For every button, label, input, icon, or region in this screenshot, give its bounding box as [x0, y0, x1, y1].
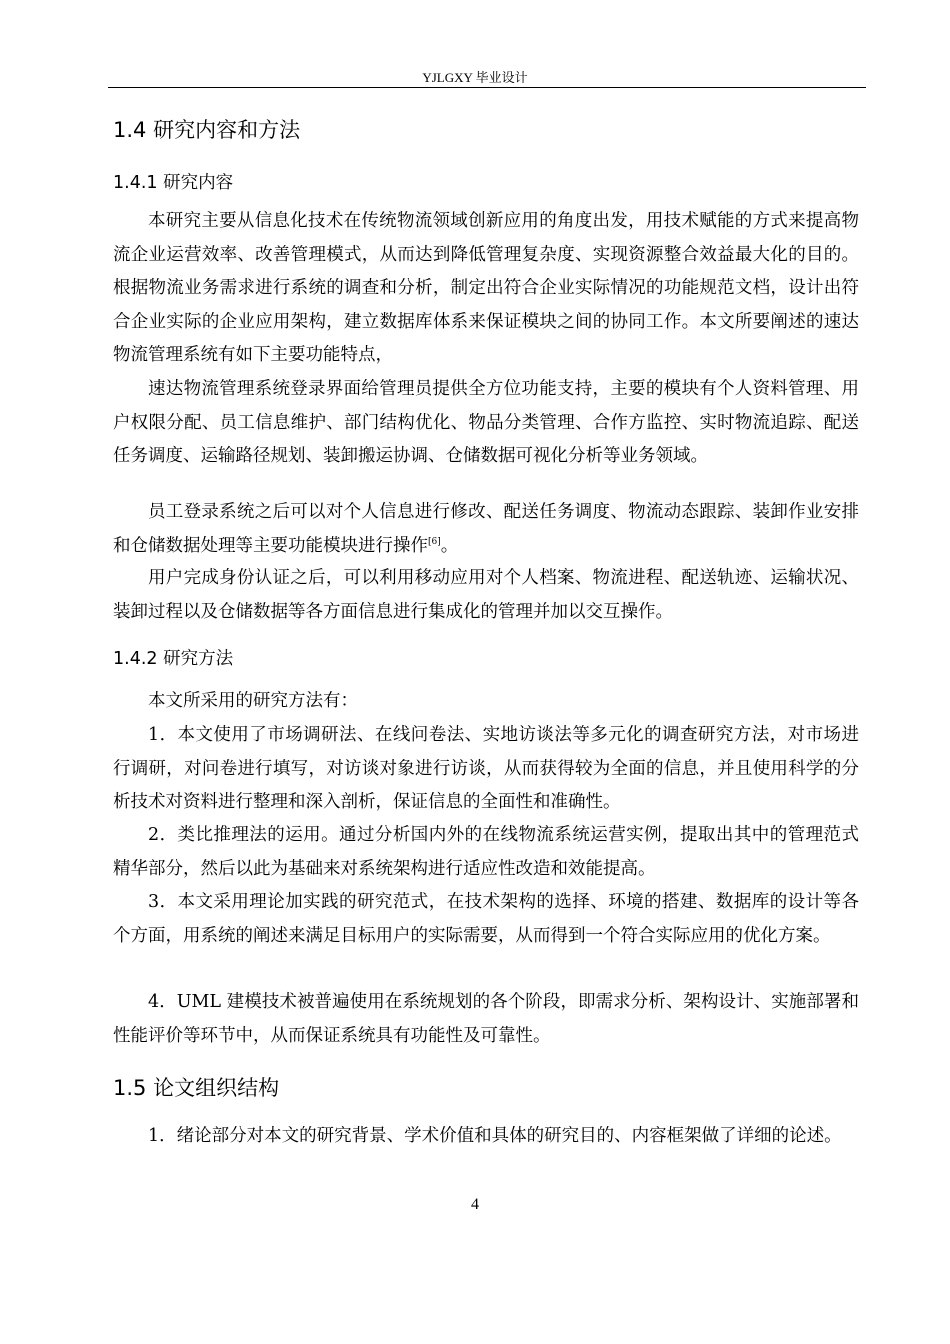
list-item-structure-1: 1．绪论部分对本文的研究背景、学术价值和具体的研究目的、内容框架做了详细的论述。: [148, 1126, 842, 1146]
paragraph-research-content-3: [113, 496, 859, 563]
paragraph-research-content-4: 用户完成身份认证之后，可以利用移动应用对个人档案、物流进程、配送轨迹、运输状况、装卸过程以及仓储数据等各方面信息进行集成化的管理并加以交互操作。: [113, 568, 859, 622]
citation-marker: [6]: [428, 536, 441, 547]
paragraph-research-content-2: 速达物流管理系统登录界面给管理员提供全方位功能支持，主要的模块有个人资料管理、用户权限分配、员工信息维护、部门结构优化、物品分类管理、合作方监控、实时物流追踪、配送任务调度、运输路径规划、装卸搬运协调、仓储数据可视化分析等业务领域。: [113, 379, 859, 467]
paragraph-research-content-3-tail: 。: [440, 535, 459, 556]
paragraph-research-content-3-text: 员工登录系统之后可以对个人信息进行修改、配送任务调度、物流动态跟踪、装卸作业安排和仓储数据处理等主要功能模块进行操作: [113, 502, 859, 556]
section-heading-1-4-2: 1.4.2 研究方法: [113, 649, 234, 669]
running-header: YJLGXY 毕业设计: [422, 70, 528, 85]
list-item-method-3: 3．本文采用理论加实践的研究范式，在技术架构的选择、环境的搭建、数据库的设计等各个方面，用系统的阐述来满足目标用户的实际需要，从而得到一个符合实际应用的优化方案。: [113, 892, 859, 946]
list-item-method-4: 4．UML 建模技术被普遍使用在系统规划的各个阶段，即需求分析、架构设计、实施部署和性能评价等环节中，从而保证系统具有功能性及可靠性。: [113, 992, 859, 1046]
section-heading-1-4: 1.4 研究内容和方法: [113, 118, 301, 142]
header-divider: [108, 87, 866, 88]
page-number: 4: [471, 1196, 479, 1213]
list-item-method-2: 2．类比推理法的运用。通过分析国内外的在线物流系统运营实例，提取出其中的管理范式精华部分，然后以此为基础来对系统架构进行适应性改造和效能提高。: [113, 825, 859, 879]
list-item-method-1: 1．本文使用了市场调研法、在线问卷法、实地访谈法等多元化的调查研究方法，对市场进行调研，对问卷进行填写，对访谈对象进行访谈，从而获得较为全面的信息，并且使用科学的分析技术对资料进行整理和深入剖析，保证信息的全面性和准确性。: [113, 725, 859, 813]
section-heading-1-4-1: 1.4.1 研究内容: [113, 173, 234, 193]
section-heading-1-5: 1.5 论文组织结构: [113, 1076, 280, 1100]
paragraph-methods-intro: 本文所采用的研究方法有：: [148, 691, 358, 711]
paragraph-research-content-1: 本研究主要从信息化技术在传统物流领域创新应用的角度出发，用技术赋能的方式来提高物流企业运营效率、改善管理模式，从而达到降低管理复杂度、实现资源整合效益最大化的目的。根据物流业务需求进行系统的调查和分析，制定出符合企业实际情况的功能规范文档，设计出符合企业实际的企业应用架构，建立数据库体系来保证模块之间的协同工作。本文所要阐述的速达物流管理系统有如下主要功能特点，: [113, 211, 859, 366]
